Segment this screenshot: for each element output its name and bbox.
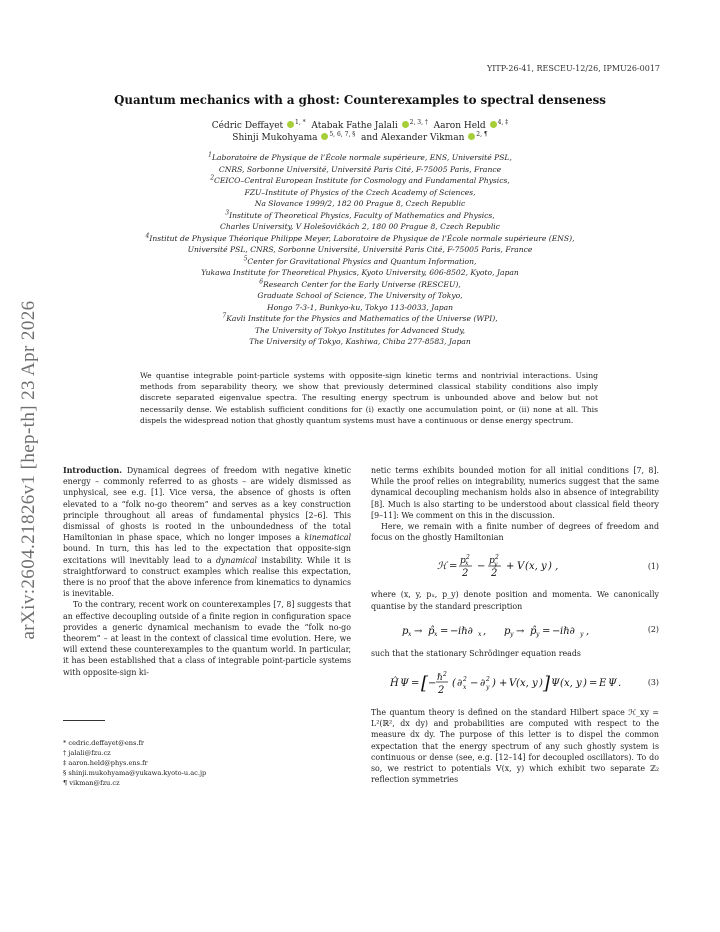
svg-text:−: − bbox=[470, 678, 479, 690]
paragraph: Here, we remain with a finite number of degrees of freedom and focus on the ghostly Hamiltonian bbox=[371, 522, 659, 543]
svg-text:p: p bbox=[460, 556, 466, 567]
affiliation-line: $^5$Center for Gravitational Physics and Quantum Information, bbox=[243, 254, 477, 266]
author-name: Alexander Vikman bbox=[380, 133, 465, 143]
author-line-1: Cédric Deffayet $^{1, *}$ Atabak Fathe Jalali $^{2, 3, \dagger}$ Aaron Held $^{4, \ddagger}$ bbox=[211, 119, 509, 131]
quantisation-formula bbox=[400, 622, 630, 638]
svg-text:→: → bbox=[516, 625, 525, 637]
affiliation-line: $^6$Research Center for the Early Universe (RESCEU), bbox=[259, 277, 461, 289]
affiliation-line: $^7$Kavli Institute for the Physics and Mathematics of the Universe (WPI), bbox=[222, 312, 498, 323]
svg-text:y: y bbox=[486, 684, 490, 692]
svg-text:−: − bbox=[450, 625, 459, 637]
paragraph: netic terms exhibits bounded motion for all initial conditions [7, 8]. While the proof relies on integrability, numerics suggest that the same dynamical decoupling mechanism holds also in absence of integrability [8]. Much is also starting to be understood about classical field theory [9–11]: We comment on this in the discussion. bbox=[371, 466, 659, 520]
svg-text:2: 2 bbox=[466, 554, 470, 562]
svg-text:(: ( bbox=[560, 678, 564, 690]
orcid-icon[interactable] bbox=[490, 121, 497, 128]
svg-text:2: 2 bbox=[495, 554, 499, 562]
svg-text:2: 2 bbox=[443, 671, 447, 679]
footnote[interactable]: ‡ aaron.held@phys.ens.fr bbox=[63, 759, 148, 767]
abstract: We quantise integrable point-particle systems with opposite-sign kinetic terms and nontrivial interactions. Using methods from separability theory, we show that previously determined classical stability conditions also imply discrete separated eigenvalue spectra. The resulting energy spectrum is unbounded above and below but not necessarily dense. We establish sufficient conditions for (i) exactly one accumulation point, or (ii) none at all. This dispels the widespread notion that ghostly quantum systems must have a continuous or dense energy spectrum. bbox=[140, 371, 598, 425]
orcid-icon[interactable] bbox=[287, 121, 294, 128]
affiliation-line: Yukawa Institute for Theoretical Physics, Kyoto University, 606-8502, Kyoto, Japan bbox=[201, 268, 519, 277]
report-numbers: YITP-26-41, RESCEU-12/26, IPMU26-0017 bbox=[486, 64, 660, 73]
affiliations bbox=[0, 152, 720, 348]
author-name: Atabak Fathe Jalali bbox=[311, 121, 398, 131]
svg-text:.: . bbox=[618, 678, 622, 690]
svg-text:Ĥ: Ĥ bbox=[390, 678, 399, 690]
svg-text:=: = bbox=[449, 561, 458, 573]
right-column bbox=[371, 465, 659, 785]
svg-text:): ) bbox=[539, 678, 543, 690]
author-line-2: Shinji Mukohyama $^{5, 6, 7, \S}$ and Alexander Vikman $^{2, \P}$ bbox=[232, 131, 488, 143]
svg-text:p: p bbox=[504, 625, 511, 637]
orcid-icon[interactable] bbox=[402, 121, 409, 128]
affiliation-line: Graduate School of Science, The University of Tokyo, bbox=[257, 291, 463, 300]
affiliation-line: The University of Tokyo Institutes for Advanced Study, bbox=[254, 325, 466, 335]
equation-1 bbox=[371, 553, 659, 579]
svg-text:2: 2 bbox=[438, 685, 445, 697]
affiliation-line: $^3$Institute of Theoretical Physics, Faculty of Mathematics and Physics, bbox=[225, 208, 495, 220]
svg-text:y: y bbox=[536, 630, 540, 638]
orcid-icon[interactable] bbox=[468, 133, 475, 140]
svg-text:=: = bbox=[411, 678, 420, 690]
svg-text:=: = bbox=[589, 678, 598, 690]
svg-text:−: − bbox=[477, 561, 486, 573]
svg-text:y: y bbox=[510, 630, 514, 638]
svg-text:y: y bbox=[494, 561, 498, 569]
paper-title: Quantum mechanics with a ghost: Counterexamples to spectral denseness bbox=[114, 93, 606, 107]
svg-text:V: V bbox=[517, 561, 525, 573]
svg-text:p̂: p̂ bbox=[530, 625, 537, 637]
svg-text:x, y: x, y bbox=[529, 561, 547, 573]
equation-number: (2) bbox=[647, 625, 659, 635]
svg-text:[: [ bbox=[421, 673, 429, 695]
svg-text:2: 2 bbox=[463, 676, 467, 684]
svg-text:=: = bbox=[440, 625, 449, 637]
svg-text:x: x bbox=[465, 560, 469, 568]
svg-text:) ,: ) , bbox=[548, 561, 559, 573]
svg-text:Ψ: Ψ bbox=[608, 678, 617, 690]
arxiv-stamp: arXiv:2604.21826v1 [hep-th] 23 Apr 2026 bbox=[18, 300, 39, 640]
svg-text:ℋ: ℋ bbox=[437, 561, 447, 573]
author-name: Aaron Held bbox=[433, 121, 486, 131]
svg-text:E: E bbox=[599, 678, 607, 690]
svg-text:∂: ∂ bbox=[457, 678, 463, 690]
affiliation-line: The University of Tokyo, Kashiwa, Chiba 277-8583, Japan bbox=[249, 337, 471, 346]
schrodinger-formula bbox=[390, 669, 640, 697]
equation-number: (1) bbox=[647, 561, 659, 571]
svg-text:,: , bbox=[586, 625, 590, 637]
author-name: Shinji Mukohyama bbox=[232, 133, 318, 143]
affiliation-line: CNRS, Sorbonne Université, Université Paris Cité, F-75005 Paris, France bbox=[218, 164, 502, 174]
svg-text:2: 2 bbox=[486, 676, 490, 684]
affiliation-line: Na Slovance 1999/2, 182 00 Prague 8, Czech Republic bbox=[254, 199, 466, 208]
svg-text:x: x bbox=[478, 630, 482, 638]
orcid-icon[interactable] bbox=[321, 133, 328, 140]
svg-text:p̂: p̂ bbox=[428, 625, 435, 637]
author-list bbox=[0, 120, 720, 144]
svg-text:x, y: x, y bbox=[520, 678, 538, 690]
svg-text:): ) bbox=[492, 678, 496, 690]
svg-text:p: p bbox=[402, 625, 409, 637]
equation-2 bbox=[371, 622, 659, 638]
author-name: Cédric Deffayet bbox=[211, 121, 284, 131]
paragraph: The quantum theory is defined on the standard Hilbert space ℋ_xy = L²(ℝ², dx dy) and probabilities are computed with respect to the measure dx dy. The purpose of this letter is to dispel the common expectation that the energy spectrum of any such ghostly system is continuous or dense (see, e.g. [12–14] for decoupled oscillators). To do so, we restrict to potentials V(x, y) which exhibit two separate ℤ₂ reflection symmetries bbox=[371, 708, 659, 785]
footnote[interactable]: § shinji.mukohyama@yukawa.kyoto-u.ac.jp bbox=[63, 769, 207, 777]
svg-text:x: x bbox=[434, 630, 438, 638]
svg-text:ℏ: ℏ bbox=[437, 673, 443, 684]
svg-text:V: V bbox=[509, 678, 517, 690]
svg-text:): ) bbox=[583, 678, 587, 690]
footnote-rule bbox=[63, 720, 105, 721]
footnote[interactable]: † jalali@fzu.cz bbox=[63, 749, 111, 757]
footnote[interactable]: ¶ vikman@fzu.cz bbox=[63, 779, 120, 787]
equation-3 bbox=[371, 669, 659, 697]
svg-text:2: 2 bbox=[462, 568, 469, 580]
svg-text:−: − bbox=[428, 678, 437, 690]
affiliation-line: $^4$Institut de Physique Théorique Philippe Meyer, Laboratoire de Physique de l’École normale supérieure (ENS), bbox=[145, 231, 575, 243]
svg-text:Ψ: Ψ bbox=[551, 678, 560, 690]
svg-text:x, y: x, y bbox=[564, 678, 582, 690]
affiliation-line: $^2$CEICO–Central European Institute for Cosmology and Fundamental Physics, bbox=[210, 174, 510, 185]
hamiltonian-formula bbox=[435, 553, 595, 579]
svg-text:,: , bbox=[483, 625, 487, 637]
affiliation-line: $^1$Laboratoire de Physique de l’École normale supérieure, ENS, Université PSL, bbox=[208, 151, 512, 162]
svg-text:p: p bbox=[489, 556, 495, 567]
svg-text:x: x bbox=[408, 630, 412, 638]
svg-text:2: 2 bbox=[491, 568, 498, 580]
svg-text:→: → bbox=[414, 625, 423, 637]
svg-text:y: y bbox=[580, 630, 584, 638]
affiliation-line: Charles University, V Holešovičkách 2, 180 00 Prague 8, Czech Republic bbox=[220, 222, 500, 231]
affiliation-line: FZU–Institute of Physics of the Czech Academy of Sciences, bbox=[244, 187, 476, 197]
left-column bbox=[63, 465, 351, 678]
affiliation-line: Hongo 7-3-1, Bunkyo-ku, Tokyo 113-0033, Japan bbox=[266, 302, 454, 312]
svg-text:iℏ∂: iℏ∂ bbox=[458, 625, 473, 637]
svg-text:+: + bbox=[506, 561, 515, 573]
paragraph: where (x, y, pₓ, p_y) denote position and momenta. We canonically quantise by the standard prescription bbox=[371, 590, 659, 611]
paragraph: To the contrary, recent work on counterexamples [7, 8] suggests that an effective decoupling outside of a finite region in configuration space provides a generic dynamical mechanism to evade the “folk no-go theorem” – at least in the context of classical time evolution. Here, we will extend these counterexamples to the quantum world. In particular, it has been established that a class of integrable point-particle systems with opposite-sign ki- bbox=[63, 600, 351, 677]
svg-text:(: ( bbox=[452, 678, 456, 690]
svg-text:x: x bbox=[463, 684, 467, 692]
footnotes bbox=[63, 738, 206, 788]
equation-number: (3) bbox=[647, 678, 659, 688]
footnote[interactable]: * cedric.deffayet@ens.fr bbox=[63, 739, 145, 747]
paragraph: such that the stationary Schrödinger equation reads bbox=[371, 648, 581, 658]
affiliation-line: Université PSL, CNRS, Sorbonne Université, Université Paris Cité, F-75005 Paris, France bbox=[187, 245, 533, 254]
svg-text:(: ( bbox=[516, 678, 520, 690]
paragraph: Introduction. Dynamical degrees of freedom with negative kinetic energy – commonly referred to as ghosts – are widely dismissed as unphysical, see e.g. [1]. Vice versa, the absence of ghosts is often elevated to a “folk no-go theorem” and serves as a key construction principle throughout all areas of fundamental physics [2–6]. This dismissal of ghosts is rooted in the unboundedness of the total Hamiltonian in phase space, which no longer imposes a kinematical bound. In turn, this has led to the expectation that opposite-sign excitations will inevitably lead to a dynamical instability. While it is straightforward to construct examples which realise this expectation, there is no proof that the above inference from kinematics to dynamics is inevitable. bbox=[63, 466, 351, 599]
svg-text:+: + bbox=[499, 678, 508, 690]
svg-text:iℏ∂: iℏ∂ bbox=[560, 625, 575, 637]
svg-text:]: ] bbox=[543, 673, 551, 695]
section-heading: Introduction. bbox=[63, 466, 122, 475]
svg-text:∂: ∂ bbox=[480, 678, 486, 690]
svg-text:−: − bbox=[552, 625, 561, 637]
svg-text:Ψ: Ψ bbox=[400, 678, 409, 690]
svg-text:=: = bbox=[542, 625, 551, 637]
svg-text:(: ( bbox=[525, 561, 529, 573]
